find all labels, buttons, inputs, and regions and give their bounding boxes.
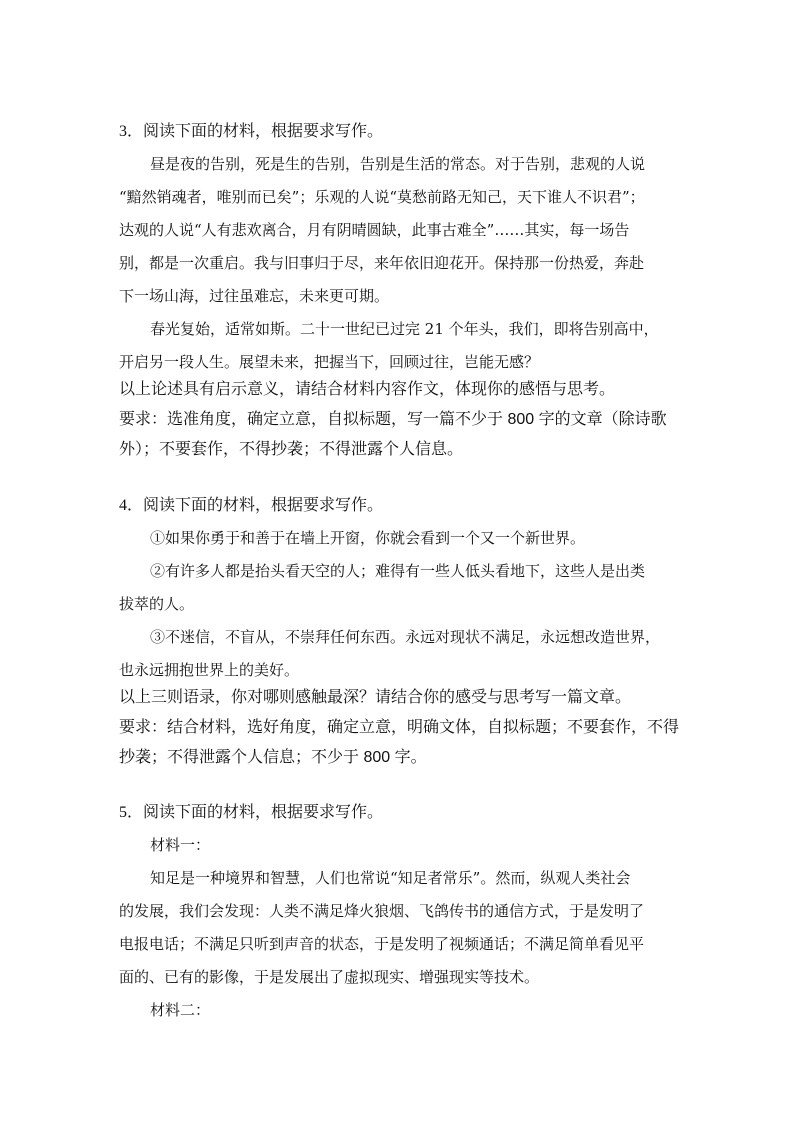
question-4 — [119, 496, 679, 768]
q3-para1-line: 下一场山海，过往虽难忘，未来更可期。 — [119, 287, 390, 305]
q4-material-3-line: ③不迷信，不盲从，不崇拜任何东西。永远对现状不满足，永远想改造世界， — [150, 628, 661, 646]
question-3-title: 3．阅读下面的材料，根据要求写作。 — [119, 123, 384, 140]
q5-material-2-label: 材料二： — [150, 1001, 211, 1019]
q4-requirement-line: 抄袭；不得泄露个人信息；不少于 800 字。 — [119, 749, 427, 766]
q5-material-1-line: 电报电话；不满足只听到声音的状态，于是发明了视频通话；不满足简单看见平 — [119, 935, 645, 953]
q4-material-3-line: 也永远拥抱世界上的美好。 — [119, 661, 300, 679]
q5-material-1-label: 材料一： — [150, 836, 211, 854]
q3-para2-line: 春光复始，适常如斯。二十一世纪已过完 21 个年头，我们，即将告别高中， — [150, 320, 659, 338]
q4-material-1: ①如果你勇于和善于在墙上开窗，你就会看到一个又一个新世界。 — [150, 529, 586, 547]
q3-para1-line: 达观的人说“人有悲欢离合，月有阴晴圆缺，此事古难全”……其实，每一场告 — [119, 221, 630, 239]
q3-para1-line: “黯然销魂者，唯别而已矣”；乐观的人说“莫愁前路无知己，天下谁人不识君”； — [119, 188, 645, 206]
q4-prompt: 以上三则语录，你对哪则感触最深？请结合你的感受与思考写一篇文章。 — [119, 689, 632, 706]
q4-material-2-line: 拔萃的人。 — [119, 595, 195, 613]
q3-para2-line: 开启另一段人生。展望未来，把握当下，回顾过往，岂能无感？ — [119, 353, 540, 371]
q4-requirement-line: 要求：结合材料，选好角度，确定立意，明确文体，自拟标题；不要套作，不得 — [119, 719, 680, 736]
q3-prompt: 以上论述具有启示意义，请结合材料内容作文，体现你的感悟与思考。 — [119, 381, 616, 398]
q3-requirement-line: 外）；不要套作，不得抄袭；不得泄露个人信息。 — [119, 441, 464, 458]
q4-material-2-line: ②有许多人都是抬头看天空的人；难得有一些人低头看地下，这些人是出类 — [150, 562, 646, 580]
question-5-title: 5．阅读下面的材料，根据要求写作。 — [119, 804, 384, 821]
question-3 — [119, 122, 679, 460]
q3-para1-line: 别，都是一次重启。我与旧事归于尽，来年依旧迎花开。保持那一份热爱，奔赴 — [119, 254, 645, 272]
q3-para1-line: 昼是夜的告别，死是生的告别，告别是生活的常态。对于告别，悲观的人说 — [150, 155, 646, 173]
q3-requirement-line: 要求：选准角度，确定立意，自拟标题，写一篇不少于 800 字的文章（除诗歌 — [119, 411, 667, 428]
question-4-title: 4．阅读下面的材料，根据要求写作。 — [119, 497, 384, 514]
question-5 — [119, 803, 679, 1020]
q5-material-1-line: 知足是一种境界和智慧，人们也常说“知足者常乐”。然而，纵观人类社会 — [150, 869, 631, 887]
q5-material-1-line: 的发展，我们会发现：人类不满足烽火狼烟、飞鸽传书的通信方式，于是发明了 — [119, 902, 645, 920]
q5-material-1-line: 面的、已有的影像，于是发展出了虚拟现实、增强现实等技术。 — [119, 968, 540, 986]
